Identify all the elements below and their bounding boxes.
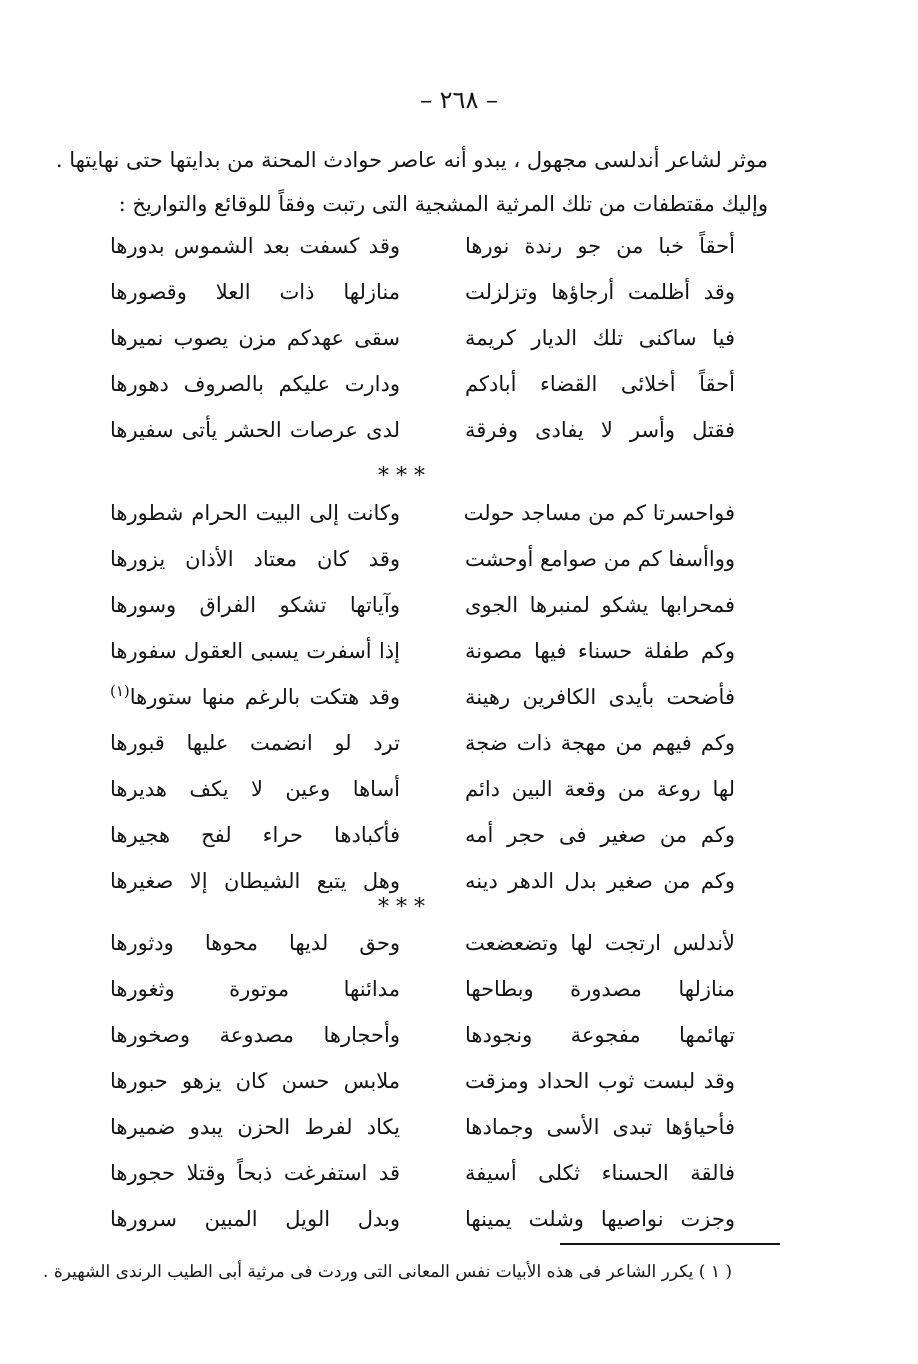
second-hemistich: وآياتها تشكو الفراق وسورها xyxy=(110,593,400,617)
verse-section-1 xyxy=(0,223,918,453)
verse-line xyxy=(0,674,918,720)
verse-line xyxy=(0,766,918,812)
first-hemistich: وكم طفلة حسناء فيها مصونة xyxy=(465,639,735,663)
verse-line xyxy=(0,582,918,628)
verse-line xyxy=(0,490,918,536)
section-break-text: * * * xyxy=(378,895,425,920)
verse-line xyxy=(0,269,918,315)
first-hemistich: وكم من صغير فى حجر أمه xyxy=(465,823,735,847)
second-hemistich: وبدل الويل المبين سرورها xyxy=(110,1207,400,1231)
second-hemistich: مدائنها موتورة وثغورها xyxy=(110,977,400,1001)
verse-line xyxy=(0,966,918,1012)
intro-line: موثر لشاعر أندلسى مجهول ، يبدو أنه عاصر حوادث المحنة من بدايتها حتى نهايتها . xyxy=(55,148,768,172)
page-number: – ٢٦٨ – xyxy=(420,86,498,114)
first-hemistich: لها روعة من وقعة البين دائم xyxy=(465,777,735,801)
verse-section-3 xyxy=(0,920,918,1242)
second-hemistich: ملابس حسن كان يزهو حبورها xyxy=(110,1069,400,1093)
second-hemistich: وأحجارها مصدوعة وصخورها xyxy=(110,1023,400,1047)
verse-line xyxy=(0,1150,918,1196)
first-hemistich: فأحياؤها تبدى الأسى وجمادها xyxy=(465,1115,735,1139)
second-hemistich: قد استفرغت ذبحاً وقتلا حجورها xyxy=(110,1161,400,1185)
verse-line xyxy=(0,1104,918,1150)
verse-line xyxy=(0,361,918,407)
first-hemistich: وكم فيهم من مهجة ذات ضجة xyxy=(465,731,735,755)
section-break xyxy=(0,462,918,492)
first-hemistich: وقد لبست ثوب الحداد ومزقت xyxy=(465,1069,735,1093)
verse-line xyxy=(0,536,918,582)
verse-line xyxy=(0,628,918,674)
first-hemistich: فقتل وأسر لا يفادى وفرقة xyxy=(465,418,735,442)
first-hemistich: وواأسفا كم من صوامع أوحشت xyxy=(465,547,735,571)
second-hemistich: وقد كان معتاد الأذان يزورها xyxy=(110,547,400,571)
second-hemistich: وحق لديها محوها ودثورها xyxy=(110,931,400,955)
verse-line xyxy=(0,1058,918,1104)
second-hemistich: وهل يتبع الشيطان إلا صغيرها xyxy=(110,869,400,893)
intro-line: وإليك مقتطفات من تلك المرثية المشجية التى رتبت وفقاً للوقائع والتواريخ : xyxy=(118,192,768,216)
first-hemistich: فالقة الحسناء ثكلى أسيفة xyxy=(465,1161,735,1185)
second-hemistich: يكاد لفرط الحزن يبدو ضميرها xyxy=(110,1115,400,1139)
second-hemistich: لدى عرصات الحشر يأتى سفيرها xyxy=(110,418,400,442)
second-hemistich: وكانت إلى البيت الحرام شطورها xyxy=(110,501,400,525)
first-hemistich: أحقاً أخلائى القضاء أبادكم xyxy=(465,372,735,396)
verse-line xyxy=(0,812,918,858)
section-break xyxy=(0,893,918,923)
second-hemistich: ودارت عليكم بالصروف دهورها xyxy=(110,372,400,396)
verse-line xyxy=(0,223,918,269)
intro-paragraph xyxy=(55,138,768,226)
first-hemistich: فواحسرتا كم من مساجد حولت xyxy=(463,501,735,525)
footnote: ( ١ ) يكرر الشاعر فى هذه الأبيات نفس المعانى التى وردت فى مرثية أبى الطيب الرندى الشهيرة . xyxy=(43,1262,732,1282)
second-hemistich xyxy=(110,674,400,720)
second-hemistich: فأكبادها حراء لفح هجيرها xyxy=(110,823,400,847)
verse-line xyxy=(0,1012,918,1058)
second-hemistich: منازلها ذات العلا وقصورها xyxy=(110,280,400,304)
first-hemistich: فمحرابها يشكو لمنبرها الجوى xyxy=(465,593,735,617)
second-hemistich: إذا أسفرت يسبى العقول سفورها xyxy=(110,639,400,663)
verse-line xyxy=(0,720,918,766)
first-hemistich: فيا ساكنى تلك الديار كريمة xyxy=(465,326,735,350)
first-hemistich: فأضحت بأيدى الكافرين رهينة xyxy=(465,685,735,709)
first-hemistich: وكم من صغير بدل الدهر دينه xyxy=(465,869,735,893)
second-hemistich: أساها وعين لا يكف هديرها xyxy=(110,777,400,801)
second-hemistich: سقى عهدكم مزن يصوب نميرها xyxy=(110,326,400,350)
verse-line xyxy=(0,920,918,966)
second-hemistich: ترد لو انضمت عليها قبورها xyxy=(110,731,400,755)
first-hemistich: تهائمها مفجوعة ونجودها xyxy=(465,1023,735,1047)
first-hemistich: لأندلس ارتجت لها وتضعضعت xyxy=(465,931,735,955)
verse-line xyxy=(0,1196,918,1242)
footnote-rule xyxy=(560,1243,780,1245)
footnote-reference: (١) xyxy=(110,682,130,700)
first-hemistich: منازلها مصدورة وبطاحها xyxy=(465,977,735,1001)
first-hemistich: وقد أظلمت أرجاؤها وتزلزلت xyxy=(465,280,735,304)
first-hemistich: وجزت نواصيها وشلت يمينها xyxy=(465,1207,735,1231)
verse-line xyxy=(0,407,918,453)
second-hemistich: وقد كسفت بعد الشموس بدورها xyxy=(110,234,400,258)
first-hemistich: أحقاً خبا من جو رندة نورها xyxy=(465,234,735,258)
verse-line xyxy=(0,315,918,361)
verse-section-2 xyxy=(0,490,918,904)
second-hemistich-text: وقد هتكت بالرغم منها ستورها xyxy=(129,685,400,709)
section-break-text: * * * xyxy=(378,464,425,489)
